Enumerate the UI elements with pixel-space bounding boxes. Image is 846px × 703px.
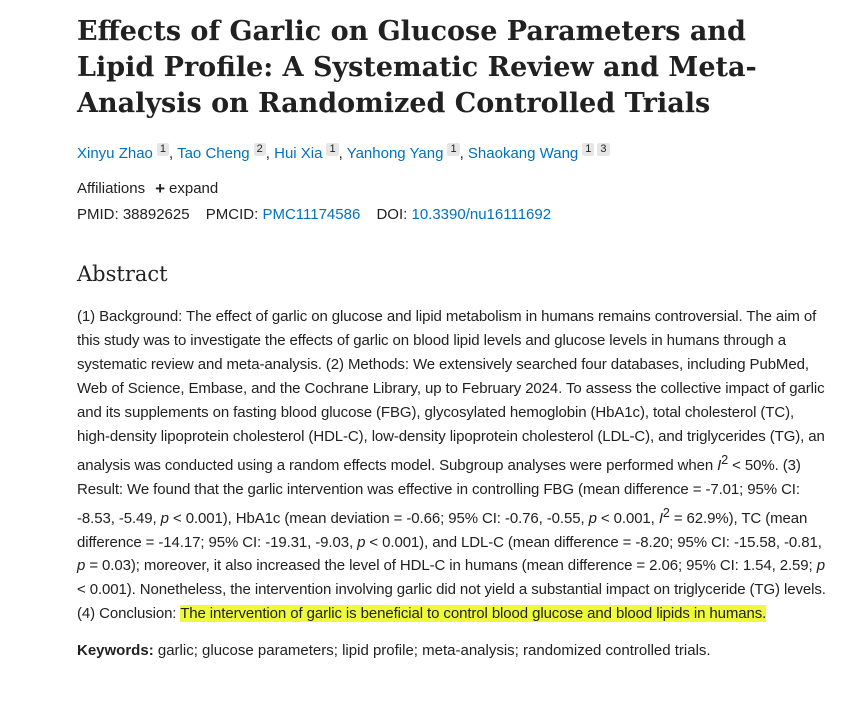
affiliations-label: Affiliations — [77, 180, 146, 197]
i-squared-symbol: I — [658, 509, 663, 527]
author-link-yanhong-yang[interactable]: Yanhong Yang — [346, 145, 444, 162]
affiliation-badge[interactable]: 1 — [582, 143, 594, 156]
abstract-segment: = 62.9%), TC (mean difference = -14.17; 95% CI: -19.31, -9.03, — [77, 509, 808, 551]
expand-affiliations-button[interactable] — [155, 178, 218, 200]
p-value-symbol: p — [357, 533, 366, 551]
abstract-text — [77, 305, 826, 626]
p-value-symbol: p — [160, 509, 169, 527]
abstract-segment: < 50%. (3) Result: We found that the garlic intervention was effective in controlling FBG (mean difference = -7.01; 95% CI: -8.53, -5.49, — [77, 456, 801, 527]
pmcid-label: PMCID: — [205, 206, 259, 223]
author-list: Xinyu Zhao $^1$ , Tao Cheng $^2$ , Hui Xia $^1$ , Yanhong Yang $^1$ , Shaokang Wang $^1$ $^3$ — [77, 143, 826, 165]
pmid-value: 38892625 — [122, 206, 190, 223]
keywords-row — [77, 640, 826, 662]
keywords-value: garlic; glucose parameters; lipid profile; meta-analysis; randomized controlled trials. — [153, 642, 711, 660]
pmcid-link[interactable]: PMC11174586 — [262, 206, 361, 223]
abstract-segment: < 0.001). Nonetheless, the intervention involving garlic did not yield a substantial impact on triglyceride (TG) levels. (4) Conclusion: — [77, 581, 826, 623]
affiliation-badge[interactable]: 3 — [597, 143, 609, 156]
p-value-symbol: p — [588, 509, 597, 527]
abstract-segment: (1) Background: The effect of garlic on glucose and lipid metabolism in humans remains controversial. The aim of this study was to investigate the effects of garlic on blood lipid levels and glucose levels in humans through a systematic review and meta-analysis. (2) Methods: We extensively searched four databases, including PubMed, Web of Science, Embase, and the Cochrane Library, up to February 2024. To assess the collective impact of garlic and its supplements on fasting blood glucose (FBG), glycosylated hemoglobin (HbA1c), total cholesterol (TC), high-density lipoprotein cholesterol (HDL-C), low-density lipoprotein cholesterol (LDL-C), and triglycerides (TG), an analysis was conducted using a random effects model. Subgroup analyses were performed when — [77, 308, 825, 474]
doi-link[interactable]: 10.3390/nu16111692 — [411, 206, 552, 223]
i-squared-symbol: I — [717, 456, 722, 474]
abstract-heading: Abstract — [77, 262, 168, 286]
plus-icon: + — [155, 179, 166, 198]
affiliations-row — [77, 178, 826, 200]
expand-label: expand — [169, 180, 219, 197]
i-squared-exponent: 2 — [662, 505, 670, 520]
i-squared-exponent: 2 — [721, 452, 729, 467]
affiliation-badge[interactable]: 1 — [157, 143, 169, 156]
author-link-tao-cheng[interactable]: Tao Cheng — [177, 145, 250, 162]
affiliation-badge[interactable]: 1 — [326, 143, 338, 156]
pmid-label: PMID: — [77, 206, 119, 223]
doi-label: DOI: — [376, 206, 408, 223]
article-title: Effects of Garlic on Glucose Parameters and Lipid Profile: A Systematic Review and Meta-Analysis on Randomized Controlled Trials — [77, 16, 757, 119]
article-identifiers — [77, 204, 826, 226]
author-link-xinyu-zhao[interactable]: Xinyu Zhao — [77, 145, 153, 162]
p-value-symbol: p — [77, 557, 86, 575]
abstract-segment: < 0.001, — [596, 509, 659, 527]
highlighted-conclusion[interactable]: The intervention of garlic is beneficial to control blood glucose and blood lipids in humans. — [180, 605, 767, 623]
abstract-segment: = 0.03); moreover, it also increased the level of HDL-C in humans (mean difference = 2.06; 95% CI: 1.54, 2.59; — [85, 557, 817, 575]
author-link-hui-xia[interactable]: Hui Xia — [274, 145, 323, 162]
affiliation-badge[interactable]: 2 — [254, 143, 266, 156]
p-value-symbol: p — [816, 557, 825, 575]
author-link-shaokang-wang[interactable]: Shaokang Wang — [467, 145, 579, 162]
abstract-segment: < 0.001), and LDL-C (mean difference = -8.20; 95% CI: -15.58, -0.81, — [365, 533, 822, 551]
keywords-label: Keywords: — [77, 642, 154, 660]
affiliation-badge[interactable]: 1 — [447, 143, 459, 156]
abstract-segment: < 0.001), HbA1c (mean deviation = -0.66; 95% CI: -0.76, -0.55, — [168, 509, 589, 527]
